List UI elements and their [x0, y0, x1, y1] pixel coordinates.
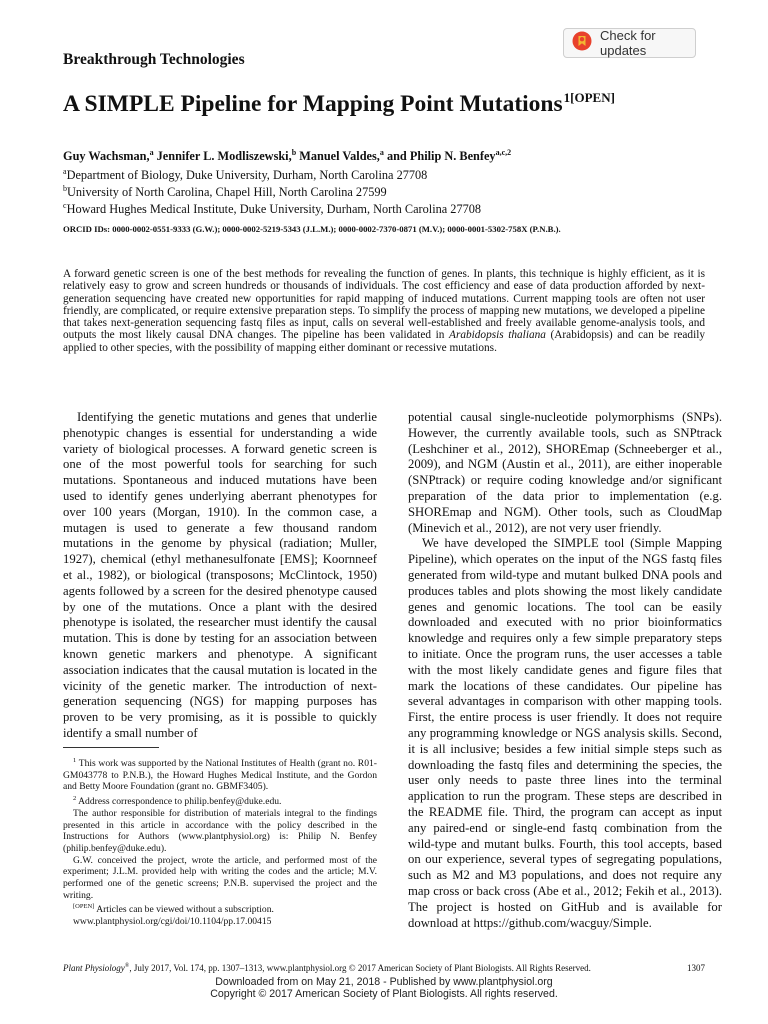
affiliation-b: $^b$University of North Carolina, Chapel Hill, North Carolina 27599 [63, 184, 387, 199]
body-paragraph: potential causal single-nucleotide polymorphisms (SNPs). However, the currently available tools, such as SNPtrack (Leshchiner et al., 2012), SHOREmap (Schneeberger et al., 2009), and NGM (Austin et al., 2011), are either inoperable (SNPtrack) or require coding knowledge and/or significant preparation of the data prior to implementation (e.g. SHOREmap and NGM). Other tools, such as CloudMap (Minevich et al., 2012), are not very user friendly. [408, 410, 722, 535]
body-paragraph: Identifying the genetic mutations and genes that underlie phenotypic changes is essential for understanding a wide variety of biological processes. A forward genetic screen is one of the most powerful tools for searching for such mutations. Spontaneous and induced mutations have been used to identify genes underlying aberrant phenotypes for over 100 years (Morgan, 1910). In the common case, a mutagen is used to generate a few thousand random mutations in the genome by physical (radiation; Muller, 1927), chemical (ethyl methanesulfonate [EMS]; Koornneef et al., 1982), or biological (transposons; McClintock, 1950) agents followed by a screen for the desired phenotype caused by one of the mutations. Once a plant with the desired phenotype is isolated, the researcher must identify the causal mutation. This is done by testing for an association between known genetic markers and phenotype. A significant association indicates that the causal mutation is located in the vicinity of the genetic marker. The introduction of next-generation sequencing (NGS) for mapping purposes has proven to be very promising, as it is possible to quickly identify a small number of [63, 410, 377, 740]
article-title: A SIMPLE Pipeline for Mapping Point Mutations$^{1[OPEN]}$ [63, 90, 615, 117]
body-column-right [408, 410, 722, 931]
author: Guy Wachsman, [63, 149, 150, 163]
check-for-updates-label: Check for updates [600, 28, 656, 58]
orcid-ids: ORCID IDs: 0000-0002-0551-9333 (G.W.); 0000-0002-5219-5343 (J.L.M.); 0000-0002-7370-0871 (M.V.); 0000-0001-5302-758X (P.N.B.). [63, 224, 561, 234]
download-notice: Downloaded from on May 21, 2018 - Published by www.plantphysiol.org [215, 976, 553, 988]
footnote-responsible: The author responsible for distribution of materials integral to the findings presented in this article in accordance with the policy described in the Instructions for Authors (www.plantphysiol.org) is: Philip N. Benfey (philip.benfey@duke.edu). [63, 807, 377, 854]
author: Jennifer L. Modliszewski, [156, 149, 292, 163]
check-for-updates-button[interactable] [563, 28, 696, 58]
copyright-notice: Copyright © 2017 American Society of Plant Biologists. All rights reserved. [210, 988, 558, 1000]
page-number: 1307 [687, 963, 705, 973]
page-footer: Plant Physiology®, July 2017, Vol. 174, pp. 1307–1313, www.plantphysiol.org © 2017 American Society of Plant Biologists. All Rights Reserved. 1307 [63, 963, 705, 973]
footnote-doi-link[interactable]: www.plantphysiol.org/cgi/doi/10.1104/pp.17.00415 [73, 916, 272, 928]
bookmark-badge-icon [572, 31, 592, 56]
affiliation-a: $^a$Department of Biology, Duke University, Durham, North Carolina 27708 [63, 167, 428, 182]
author: and Philip N. Benfey [386, 149, 496, 163]
footnote-contributions: G.W. conceived the project, wrote the article, and performed most of the experiment; J.L.M. provided help with writing the codes and the article; M.V. performed one of the genetic screens; P.N.B. supervised the project and the writing. [63, 854, 377, 901]
author-list: Guy Wachsman,$^a$ Jennifer L. Modliszewski,$^b$ Manuel Valdes,$^a$ and Philip N. Benfey$^{a,c,2}$ [63, 148, 512, 163]
abstract: A forward genetic screen is one of the best methods for revealing the function of genes. In plants, this technique is highly efficient, as it is relatively easy to grow and screen hundreds or thousands of individuals. The cost efficiency and ease of data production afforded by next-generation sequencing have created new opportunities for rapid mapping of induced mutations. Current mapping tools are often not user friendly, are complicated, or require extensive preparation steps. To simplify the process of mapping new mutations, we developed a pipeline that takes next-generation sequencing fastq files as input, calls on several well-established and freely available genome-analysis tools, and outputs the most likely causal DNA changes. The pipeline has been validated in Arabidopsis thaliana (Arabidopsis) and can be readily applied to other species, with the possibility of mapping either dominant or recessive mutations. [63, 268, 705, 354]
body-paragraph: We have developed the SIMPLE tool (Simple Mapping Pipeline), which operates on the input of the NGS fastq files generated from wild-type and mutant bulked DNA pools and produces tables and plots showing the most likely candidate genes and genomic locations. The tool can be easily downloaded and executed with no prior bioinformatics knowledge and requires only a few simple preparatory steps to initiate. Once the program runs, the user accesses a table with the most likely candidate genes and figure files that mark the locations of these candidates. Our pipeline has several advantages in comparison with other mapping tools. First, the entire process is user friendly. It does not require any programming knowledge or NGS analysis skills. Second, it is all inclusive; besides a few initial simple steps such as downloading the fastq files and determining the species, the user only needs to paste three lines into the terminal application to run the program. These steps are described in the README file. Third, the program can accept as input any paired-end or single-end fastq combination from the wild-type and mutant bulks. Fourth, this tool accepts, based on our experience, several types of segregating populations, such as M2 and M3 populations, and does not require any map cross or back cross (Abe et al., 2012; Fekih et al., 2013). The project is hosted on GitHub and is available for download at https://github.com/wacguy/Simple. [408, 536, 722, 930]
footnotes [63, 755, 377, 928]
affiliation-c: $^c$Howard Hughes Medical Institute, Duke University, Durham, North Carolina 27708 [63, 201, 482, 216]
section-label: Breakthrough Technologies [63, 51, 245, 68]
footnote-correspondence: $^2$ Address correspondence to philip.benfey@duke.edu. [73, 795, 282, 808]
footnote-divider [63, 747, 159, 748]
body-column-left [63, 410, 377, 742]
author: Manuel Valdes, [299, 149, 380, 163]
footnote-open: [OPEN] Articles can be viewed without a subscription. [73, 903, 274, 916]
footnote-funding: $^1$ This work was supported by the National Institutes of Health (grant no. R01-GM043778 to P.N.B.), the Howard Hughes Medical Institute, and the Gordon and Betty Moore Foundation (grant no. GBMF3405). [63, 757, 377, 793]
